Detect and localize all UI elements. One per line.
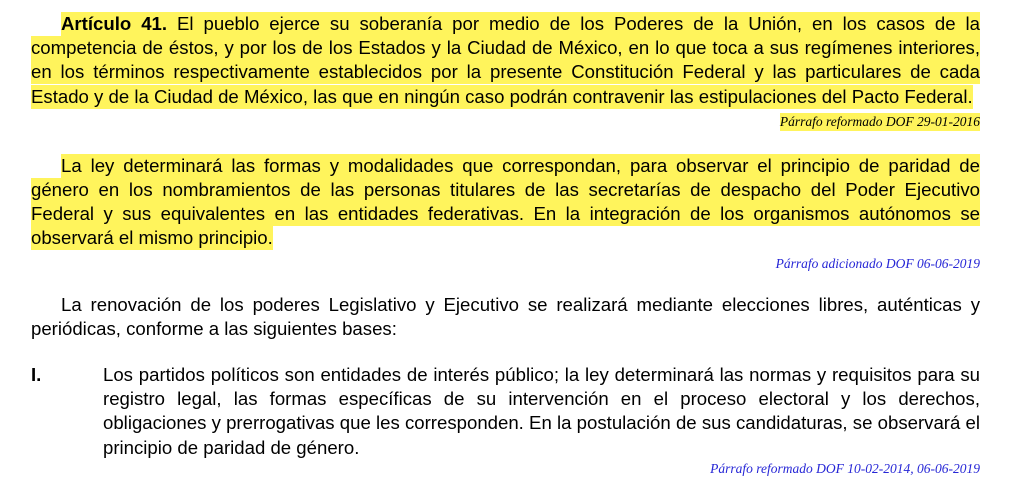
amendment-note: Párrafo adicionado DOF 06-06-2019 <box>775 255 980 271</box>
paridad-paragraph <box>31 154 980 251</box>
articulo-41-paragraph <box>31 12 980 109</box>
note-highlight: Párrafo reformado DOF 29-01-2016 <box>779 113 980 129</box>
highlight <box>31 12 980 109</box>
article-heading: Artículo 41. <box>61 13 168 34</box>
document-page <box>31 12 980 478</box>
highlight: La ley determinará las formas y modalidades que correspondan, para observar el principio de paridad de género en los nombramientos de las personas titulares de las secretarías de despacho del Poder Ejecutivo Federal y sus equivalentes en las entidades federativas. En la integración de los organismos autónomos se observará el mismo principio. <box>31 154 980 249</box>
renovacion-text: La renovación de los poderes Legislativo y Ejecutivo se realizará mediante elecciones libres, auténticas y periódicas, conforme a las siguientes bases: <box>31 293 980 339</box>
amendment-note: Párrafo reformado DOF 10-02-2014, 06-06-2019 <box>710 460 980 476</box>
fraccion-i <box>31 363 980 460</box>
renovacion-paragraph <box>31 293 980 341</box>
amendment-note <box>31 113 980 131</box>
fraccion-text: Los partidos políticos son entidades de interés público; la ley determinará las normas y requisitos para su registro legal, las formas específicas de su intervención en el proceso electoral y los derechos, obligaciones y prerrogativas que les corresponden. En la postulación de sus candidaturas, se observará el principio de paridad de género. <box>103 364 980 458</box>
article-text: El pueblo ejerce su soberanía por medio de los Poderes de la Unión, en los casos de la competencia de éstos, y por los de los Estados y la Ciudad de México, en lo que toca a sus regímenes interiores, en los términos respectivamente establecidos por la presente Constitución Federal y las particulares de cada Estado y de la Ciudad de México, las que en ningún caso podrán contravenir las estipulaciones del Pacto Federal. <box>31 13 980 107</box>
fraccion-numeral: I. <box>31 364 42 386</box>
